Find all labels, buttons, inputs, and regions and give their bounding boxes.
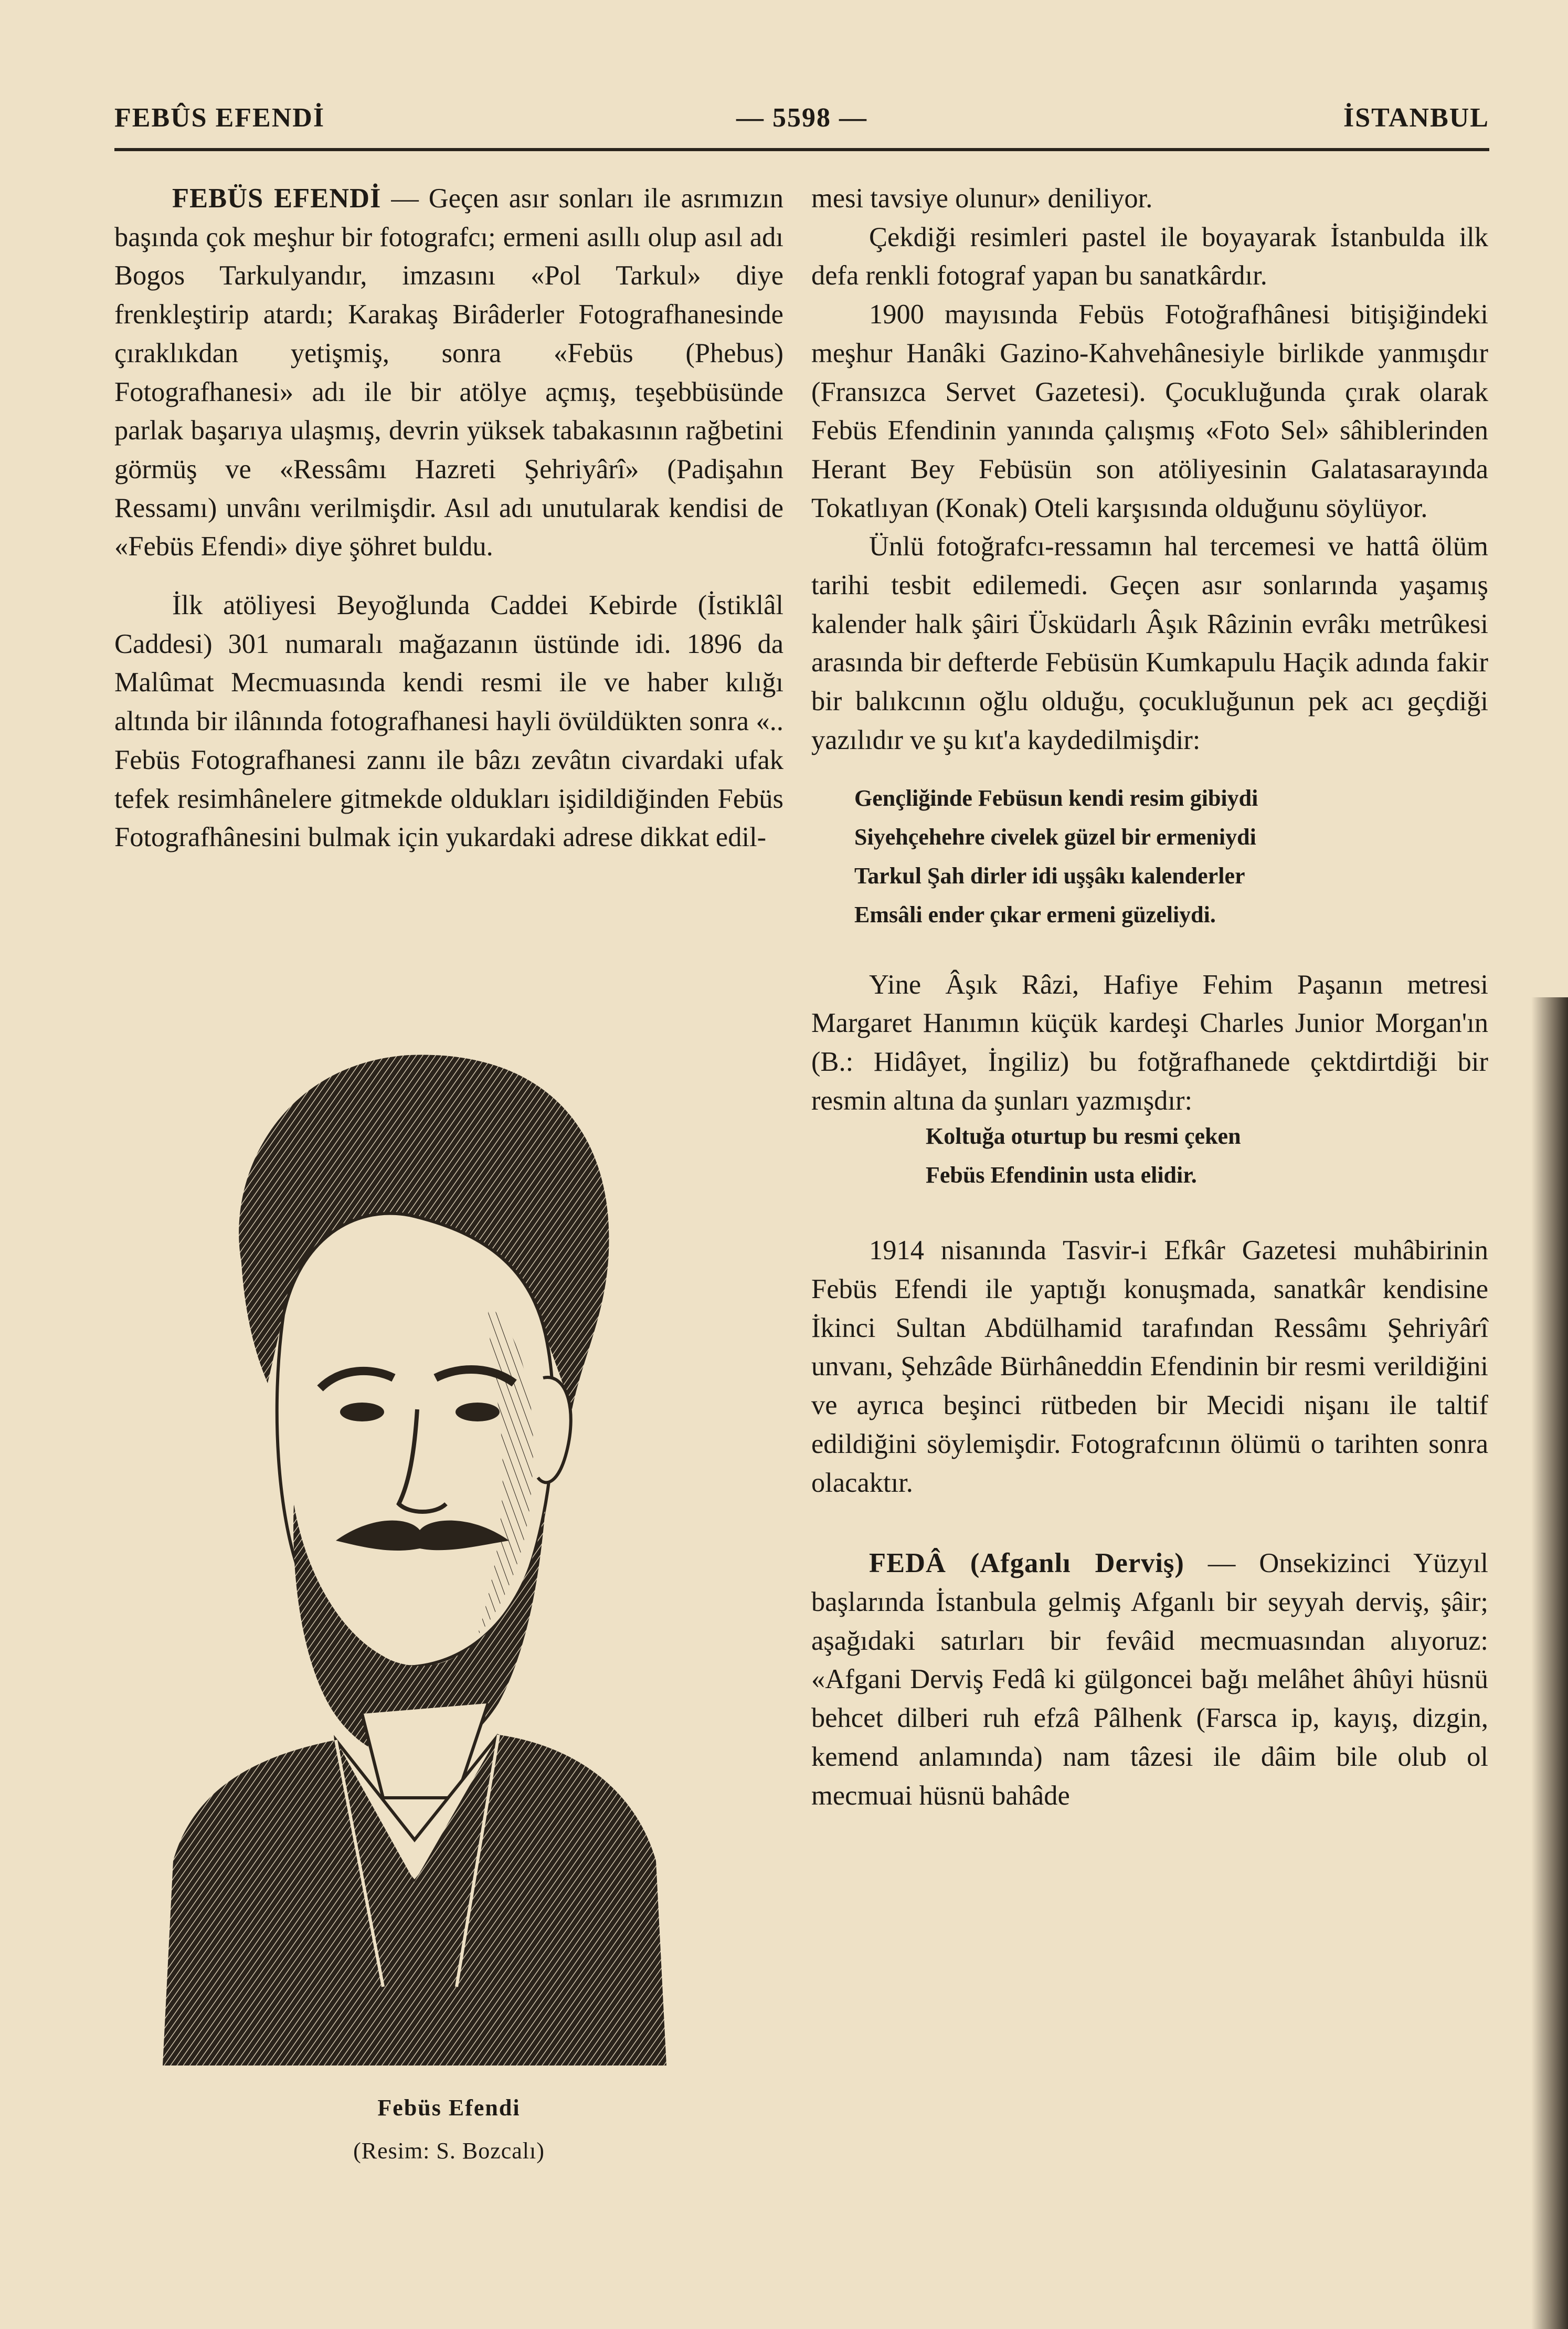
paragraph-text: — Onsekizinci Yüzyıl başlarında İstanbula gelmiş Afganlı bir seyyah derviş, şâir; aşağıdaki satırları bir fevâid mecmuasından alıyoruz: «Afgani Derviş Fedâ ki gülgoncei bağı melâhet âhûyi hüsnü behcet dilberi ruh efzâ Pâlhenk (Farsca ip, kayış, dizgin, kemend anlamında) nam tâzesi ile dâim bile olub ol mecmuai hüsnü bahâde (811, 1548, 1489, 1811)
verse-line: Koltuğa oturtup bu resmi çeken (926, 1123, 1241, 1150)
verse-line: Emsâli ender çıkar ermeni güzeliydi. (854, 901, 1216, 928)
paragraph: İlk atöliyesi Beyoğlunda Caddei Kebirde (İstiklâl Caddesi) 301 numaralı mağazanın üstünde idi. 1896 da Malûmat Mecmuasında kendi resmi ile ve haber kılığı altında bir ilânında fotografhanesi hayli övüldükten sonra «.. Febüs Fotografhanesi zannı ile bâzı zevâtın civardaki ufak tefek resimhânelere gitmekde oldukları işidildiğinden Febüs Fotografhânesini bulmak için yukardaki adrese dikkat edil- (114, 590, 783, 853)
portrait-illustration (163, 1042, 666, 2065)
paragraph: Yine Âşık Râzi, Hafiye Fehim Paşanın metresi Margaret Hanımın küçük kardeşi Charles Junior Morgan'ın (B.: Hidâyet, İngiliz) bu fotğrafhanede çektdirtdiği bir resmin altına da şunları yazmışdır: (811, 969, 1488, 1116)
verse-line: Tarkul Şah dirler idi uşşâkı kalenderler (854, 862, 1245, 889)
verse-line: Gençliğinde Febüsun kendi resim gibiydi (854, 785, 1258, 811)
verse-quatrain (811, 779, 1488, 934)
paragraph: Ünlü fotoğrafcı-ressamın hal tercemesi ve hattâ ölüm tarihi tesbit edilemedi. Geçen asır sonlarında yaşamış kalender halk şâiri Üsküdarlı Âşık Râzinin evrâkı metrûkesi arasında bir defterde Febüsün Kumkapulu Haçik adında fakir bir balıkcının oğlu olduğu, çocukluğunun pek acı geçdiği yazılıdır ve şu kıt'a kaydedilmişdir: (811, 531, 1488, 755)
verse-line: Febüs Efendinin usta elidir. (926, 1162, 1197, 1188)
page-header (114, 102, 1489, 144)
header-entry-title: FEBÛS EFENDİ (114, 103, 325, 133)
page-edge-shadow (1531, 997, 1568, 2329)
paragraph-text: — Geçen asır sonları ile asrımızın başında çok meşhur bir fotografcı; ermeni asıllı olup asıl adı Bogos Tarkulyandır, imzasını «Pol Tarkul» diye frenkleştirip atardı; Karakaş Birâderler Fotografhanesinde çıraklıkdan yetişmiş, sonra «Febüs (Phebus) Fotografhanesi» adı ile bir atölye açmış, teşebbüsünde parlak başarıya ulaşmış, devrin yüksek tabakasının rağbetini görmüş ve «Ressâmı Hazreti Şehriyârî» (Padişahın Ressamı) unvânı verilmişdir. Asıl adı unutularak kendisi de «Febüs Efendi» diye şöhret buldu. (114, 183, 783, 562)
caption-name: Febüs Efendi (377, 2095, 521, 2121)
portrait-caption (114, 2086, 783, 2173)
header-rule (114, 148, 1489, 151)
verse-couplet (811, 1117, 1488, 1195)
right-column (811, 180, 1488, 1815)
verse-line: Siyehçehehre civelek güzel bir ermeniydi (854, 824, 1256, 850)
left-column (114, 180, 783, 857)
paragraph: mesi tavsiye olunur» deniliyor. (811, 183, 1153, 214)
paragraph: 1900 mayısında Febüs Fotoğrafhânesi bitişiğindeki meşhur Hanâki Gazino-Kahvehânesiyle birlikde yanmışdır (Fransızca Servet Gazetesi). Çocukluğunda çırak olarak Febüs Efendinin yanında çalışmış «Foto Sel» sâhiblerinden Herant Bey Febüsün son atöliyesinin Galatasarayında Tokatlıyan (Konak) Oteli karşısında olduğunu söylüyor. (811, 299, 1488, 523)
header-volume-title: İSTANBUL (1343, 103, 1489, 133)
paragraph (811, 1544, 1488, 1815)
paragraph (114, 180, 783, 566)
entry-lemma: FEDÂ (Afganlı Derviş) (869, 1548, 1184, 1579)
caption-credit: (Resim: S. Bozcalı) (353, 2138, 545, 2164)
entry-lemma: FEBÜS EFENDİ (172, 183, 382, 214)
paragraph: 1914 nisanında Tasvir-i Efkâr Gazetesi muhâbirinin Febüs Efendi ile yaptığı konuşmada, sanatkâr kendisine İkinci Sultan Abdülhamid tarafından Ressâmı Şehriyârî unvanı, Şehzâde Bürhâneddin Efendinin bir resmi verildiğini ve ayrıca beşinci rütbeden bir Mecidi nişanı ile taltif edildiğini söylemişdir. Fotografcının ölümü o tarihten sonra olacaktır. (811, 1235, 1488, 1498)
page-number: — 5598 — (736, 103, 867, 133)
paragraph: Çekdiği resimleri pastel ile boyayarak İstanbulda ilk defa renkli fotograf yapan bu sanatkârdır. (811, 222, 1488, 291)
